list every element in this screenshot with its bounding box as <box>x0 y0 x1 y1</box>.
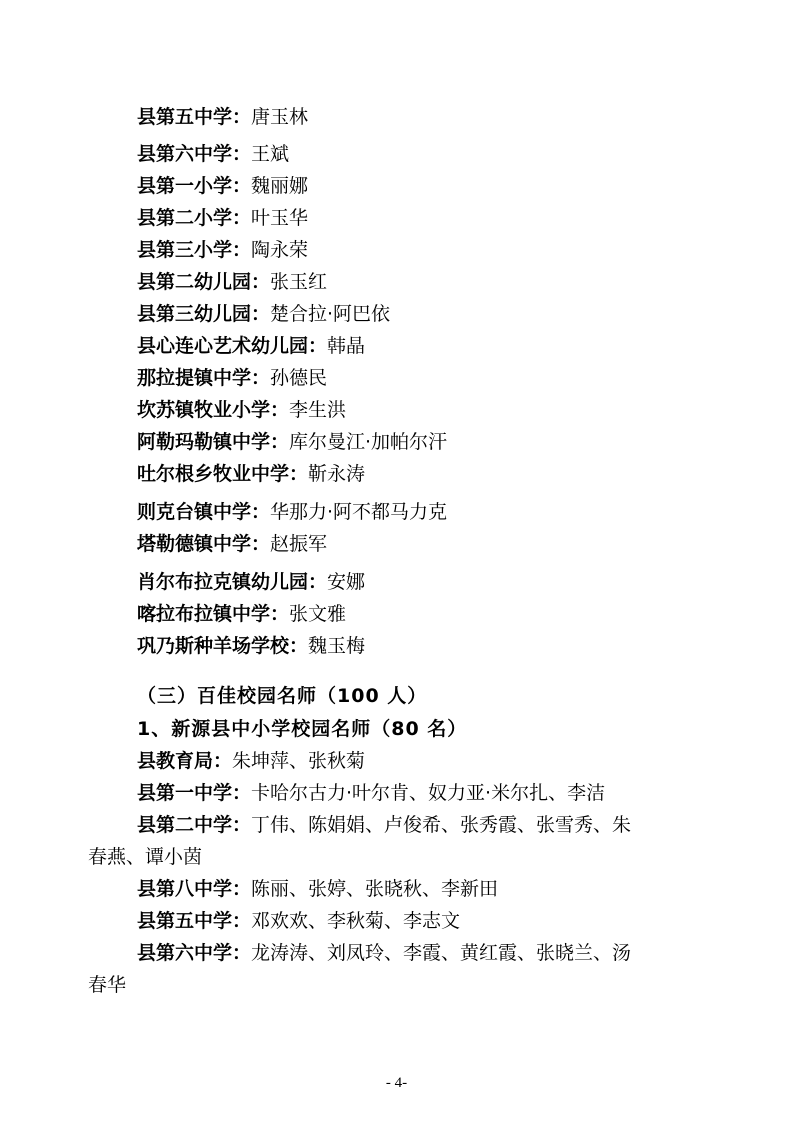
entry-xiaoerbulake <box>137 570 365 594</box>
org-label: 吐尔根乡牧业中学： <box>137 463 309 485</box>
org-label: 巩乃斯种羊场学校： <box>137 635 309 657</box>
org-label: 那拉提镇中学： <box>137 367 271 389</box>
person-names: 张玉红 <box>270 271 328 293</box>
org-label: 则克台镇中学： <box>137 501 271 523</box>
org-label: 喀拉布拉镇中学： <box>137 603 290 625</box>
entry-kalabula <box>137 602 346 626</box>
entry-talede <box>137 532 327 556</box>
org-label: 县第五中学： <box>137 106 252 128</box>
org-label: 县第五中学： <box>137 910 252 932</box>
entry-erxiao <box>137 206 308 230</box>
person-names: 叶玉华 <box>251 207 309 229</box>
person-names: 张文雅 <box>289 603 347 625</box>
org-label: 塔勒德镇中学： <box>137 533 271 555</box>
person-names: 楚合拉·阿巴依 <box>270 303 391 325</box>
entry-liuzhong-b-continued: 春华 <box>88 974 127 996</box>
org-label: 肖尔布拉克镇幼儿园： <box>137 571 328 593</box>
person-names: 靳永涛 <box>308 463 366 485</box>
person-names: 赵振军 <box>270 533 328 555</box>
entry-liuzhong-b <box>137 941 631 965</box>
entry-kansu <box>137 398 346 422</box>
entry-jiaoyuju <box>137 749 365 773</box>
entry-sanxiao <box>137 238 308 262</box>
person-names: 朱坤萍、张秋菊 <box>232 750 366 772</box>
person-names: 安娜 <box>327 571 366 593</box>
entry-yizhong <box>137 781 605 805</box>
org-label: 县第六中学： <box>137 942 252 964</box>
person-names: 陈丽、张婷、张晓秋、李新田 <box>251 878 499 900</box>
org-label: 县教育局： <box>137 750 233 772</box>
entry-bazhong <box>137 877 498 901</box>
org-label: 阿勒玛勒镇中学： <box>137 431 290 453</box>
entry-nalati <box>137 366 327 390</box>
org-label: 县第二幼儿园： <box>137 271 271 293</box>
org-label: 县心连心艺术幼儿园： <box>137 335 328 357</box>
section-heading: （三）百佳校园名师（100 人） <box>137 685 428 707</box>
org-label: 县第二小学： <box>137 207 252 229</box>
entry-eryou <box>137 270 327 294</box>
person-names: 孙德民 <box>270 367 328 389</box>
person-names: 华那力·阿不都马力克 <box>270 501 448 523</box>
org-label: 县第一小学： <box>137 175 252 197</box>
org-label: 县第三幼儿园： <box>137 303 271 325</box>
person-names: 韩晶 <box>327 335 366 357</box>
person-names: 魏丽娜 <box>251 175 309 197</box>
org-label: 坎苏镇牧业小学： <box>137 399 290 421</box>
entry-sanyou <box>137 302 390 326</box>
entry-erzhong-continued: 春燕、谭小茵 <box>88 846 203 868</box>
entry-tuergen <box>137 462 365 486</box>
entry-erzhong <box>137 813 631 837</box>
person-names: 王斌 <box>251 143 290 165</box>
entry-yixiao <box>137 174 308 198</box>
entry-liuzhong <box>137 142 289 166</box>
entry-wuzhong <box>137 105 308 129</box>
entry-alemale <box>137 430 447 454</box>
person-names: 魏玉梅 <box>308 635 366 657</box>
person-names: 唐玉林 <box>251 106 309 128</box>
entry-gongnaisi <box>137 634 365 658</box>
person-names: 李生洪 <box>289 399 347 421</box>
entry-wuzhong-b <box>137 909 460 933</box>
person-names: 邓欢欢、李秋菊、李志文 <box>251 910 461 932</box>
person-names: 陶永荣 <box>251 239 309 261</box>
person-names: 卡哈尔古力·叶尔肯、奴力亚·米尔扎、李洁 <box>251 782 606 804</box>
page-number: - 4- <box>385 1075 408 1091</box>
org-label: 县第二中学： <box>137 814 252 836</box>
person-names: 丁伟、陈娟娟、卢俊希、张秀霞、张雪秀、朱 <box>251 814 632 836</box>
org-label: 县第六中学： <box>137 143 252 165</box>
entry-xinlianxin <box>137 334 365 358</box>
entry-zeketai <box>137 500 447 524</box>
sub-heading: 1、新源县中小学校园名师（80 名） <box>137 718 468 740</box>
person-names: 库尔曼江·加帕尔汗 <box>289 431 448 453</box>
org-label: 县第三小学： <box>137 239 252 261</box>
org-label: 县第八中学： <box>137 878 252 900</box>
person-names: 龙涛涛、刘凤玲、李霞、黄红霞、张晓兰、汤 <box>251 942 632 964</box>
org-label: 县第一中学： <box>137 782 252 804</box>
